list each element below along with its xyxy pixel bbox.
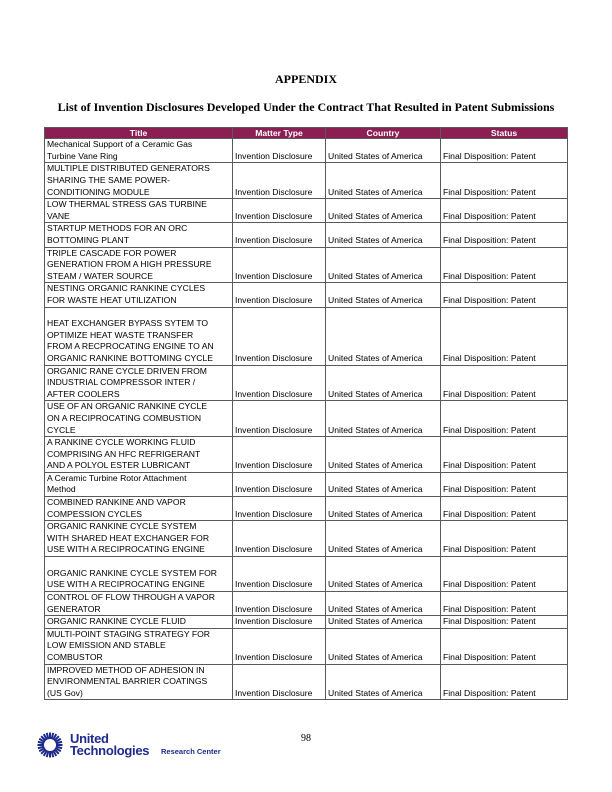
matter-type-cell: Invention Disclosure [233, 307, 326, 365]
country-cell: United States of America [326, 163, 441, 199]
table-row [45, 521, 568, 557]
country-cell: United States of America [326, 401, 441, 437]
country-cell: United States of America [326, 664, 441, 700]
title-cell: MULTIPLE DISTRIBUTED GENERATORS SHARING THE SAME POWER- CONDITIONING MODULE [45, 163, 233, 199]
matter-type-cell: Invention Disclosure [233, 401, 326, 437]
title-cell: TRIPLE CASCADE FOR POWER GENERATION FROM A HIGH PRESSURE STEAM / WATER SOURCE [45, 247, 233, 283]
matter-type-cell: Invention Disclosure [233, 247, 326, 283]
matter-type-cell: Invention Disclosure [233, 283, 326, 307]
status-cell: Final Disposition: Patent [441, 307, 568, 365]
table-row [45, 472, 568, 496]
table-row [45, 283, 568, 307]
title-cell: Mechanical Support of a Ceramic Gas Turbine Vane Ring [45, 139, 233, 163]
status-cell: Final Disposition: Patent [441, 401, 568, 437]
title-cell: IMPROVED METHOD OF ADHESION IN ENVIRONMENTAL BARRIER COATINGS (US Gov) [45, 664, 233, 700]
header-country: Country [326, 128, 441, 139]
country-cell: United States of America [326, 472, 441, 496]
page-number: 98 [301, 733, 311, 744]
title-cell: USE OF AN ORGANIC RANKINE CYCLE ON A RECIPROCATING COMBUSTION CYCLE [45, 401, 233, 437]
invention-disclosures-table [44, 127, 568, 700]
matter-type-cell: Invention Disclosure [233, 616, 326, 629]
table-row [45, 497, 568, 521]
title-cell: ORGANIC RANKINE CYCLE SYSTEM WITH SHARED HEAT EXCHANGER FOR USE WITH A RECIPROCATING ENGINE [45, 521, 233, 557]
table-row [45, 401, 568, 437]
status-cell: Final Disposition: Patent [441, 139, 568, 163]
status-cell: Final Disposition: Patent [441, 199, 568, 223]
status-cell: Final Disposition: Patent [441, 628, 568, 664]
logo-text-technologies: Technologies [70, 743, 150, 758]
status-cell: Final Disposition: Patent [441, 472, 568, 496]
status-cell: Final Disposition: Patent [441, 437, 568, 473]
country-cell: United States of America [326, 628, 441, 664]
matter-type-cell: Invention Disclosure [233, 664, 326, 700]
country-cell: United States of America [326, 365, 441, 401]
table-row [45, 616, 568, 629]
matter-type-cell: Invention Disclosure [233, 628, 326, 664]
sunburst-logo-icon [36, 732, 66, 758]
country-cell: United States of America [326, 247, 441, 283]
logo-text-united: United [70, 731, 109, 746]
matter-type-cell: Invention Disclosure [233, 497, 326, 521]
status-cell: Final Disposition: Patent [441, 163, 568, 199]
title-cell: A Ceramic Turbine Rotor Attachment Method [45, 472, 233, 496]
table-row [45, 437, 568, 473]
table-row [45, 139, 568, 163]
appendix-heading: APPENDIX [275, 72, 337, 86]
status-cell: Final Disposition: Patent [441, 592, 568, 616]
matter-type-cell: Invention Disclosure [233, 199, 326, 223]
matter-type-cell: Invention Disclosure [233, 437, 326, 473]
matter-type-cell: Invention Disclosure [233, 139, 326, 163]
table-row [45, 307, 568, 365]
matter-type-cell: Invention Disclosure [233, 223, 326, 247]
matter-type-cell: Invention Disclosure [233, 472, 326, 496]
country-cell: United States of America [326, 283, 441, 307]
table-title: List of Invention Disclosures Developed Under the Contract That Resulted in Patent Submissions [57, 100, 555, 114]
title-cell: NESTING ORGANIC RANKINE CYCLES FOR WASTE HEAT UTILIZATION [45, 283, 233, 307]
country-cell: United States of America [326, 437, 441, 473]
header-title: Title [45, 128, 233, 139]
table-row [45, 664, 568, 700]
header-matter-type: Matter Type [233, 128, 326, 139]
country-cell: United States of America [326, 592, 441, 616]
status-cell: Final Disposition: Patent [441, 283, 568, 307]
title-cell: ORGANIC RANKINE CYCLE FLUID [45, 616, 233, 629]
table-row [45, 163, 568, 199]
title-cell: HEAT EXCHANGER BYPASS SYTEM TO OPTIMIZE HEAT WASTE TRANSFER FROM A RECPROCATING ENGINE TO AN ORGANIC RANKINE BOTTOMING CYCLE [45, 307, 233, 365]
table-row [45, 199, 568, 223]
country-cell: United States of America [326, 199, 441, 223]
table-row [45, 247, 568, 283]
matter-type-cell: Invention Disclosure [233, 557, 326, 592]
title-cell: COMBINED RANKINE AND VAPOR COMPESSION CYCLES [45, 497, 233, 521]
header-status: Status [441, 128, 568, 139]
table-row [45, 557, 568, 592]
united-technologies-logo [36, 732, 149, 758]
matter-type-cell: Invention Disclosure [233, 365, 326, 401]
table-row [45, 628, 568, 664]
matter-type-cell: Invention Disclosure [233, 521, 326, 557]
title-cell: ORGANIC RANKINE CYCLE SYSTEM FOR USE WITH A RECIPROCATING ENGINE [45, 557, 233, 592]
country-cell: United States of America [326, 307, 441, 365]
table-row [45, 365, 568, 401]
status-cell: Final Disposition: Patent [441, 223, 568, 247]
matter-type-cell: Invention Disclosure [233, 592, 326, 616]
country-cell: United States of America [326, 616, 441, 629]
table-row [45, 223, 568, 247]
title-cell: CONTROL OF FLOW THROUGH A VAPOR GENERATOR [45, 592, 233, 616]
title-cell: STARTUP METHODS FOR AN ORC BOTTOMING PLANT [45, 223, 233, 247]
status-cell: Final Disposition: Patent [441, 497, 568, 521]
table-header-row [45, 128, 568, 139]
matter-type-cell: Invention Disclosure [233, 163, 326, 199]
status-cell: Final Disposition: Patent [441, 365, 568, 401]
country-cell: United States of America [326, 557, 441, 592]
title-cell: A RANKINE CYCLE WORKING FLUID COMPRISING AN HFC REFRIGERANT AND A POLYOL ESTER LUBRICANT [45, 437, 233, 473]
status-cell: Final Disposition: Patent [441, 616, 568, 629]
status-cell: Final Disposition: Patent [441, 521, 568, 557]
status-cell: Final Disposition: Patent [441, 247, 568, 283]
title-cell: MULTI-POINT STAGING STRATEGY FOR LOW EMISSION AND STABLE COMBUSTOR [45, 628, 233, 664]
country-cell: United States of America [326, 139, 441, 163]
title-cell: LOW THERMAL STRESS GAS TURBINE VANE [45, 199, 233, 223]
country-cell: United States of America [326, 521, 441, 557]
title-cell: ORGANIC RANE CYCLE DRIVEN FROM INDUSTRIAL COMPRESSOR INTER / AFTER COOLERS [45, 365, 233, 401]
logo-subtitle: Research Center [161, 747, 221, 756]
table-row [45, 592, 568, 616]
status-cell: Final Disposition: Patent [441, 664, 568, 700]
status-cell: Final Disposition: Patent [441, 557, 568, 592]
country-cell: United States of America [326, 223, 441, 247]
country-cell: United States of America [326, 497, 441, 521]
